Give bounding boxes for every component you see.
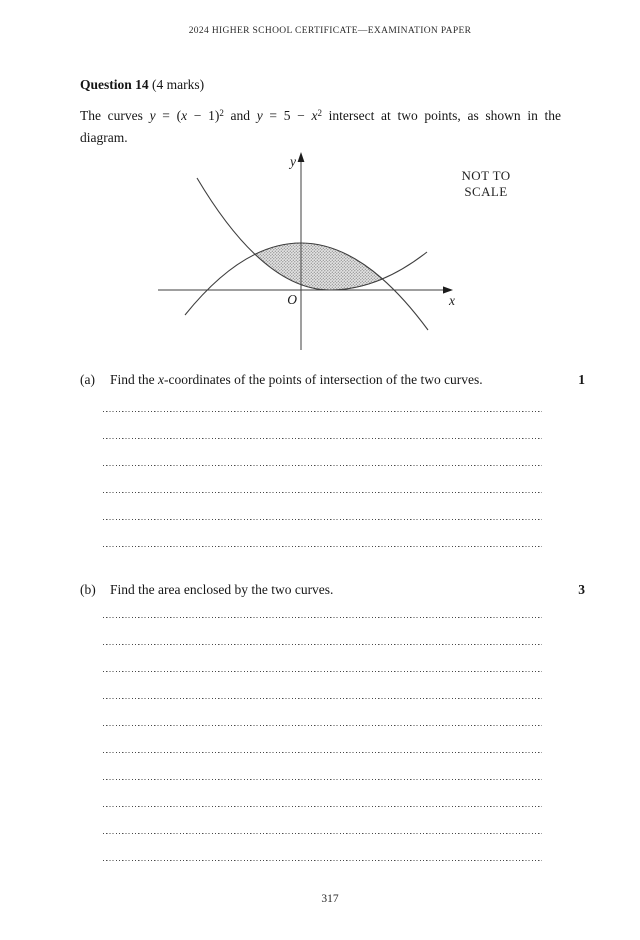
y-axis-label: y bbox=[290, 154, 296, 169]
equation-2: $y = 5 - x^2$ bbox=[256, 107, 322, 123]
answer-rule bbox=[103, 834, 542, 861]
answer-rule bbox=[103, 780, 542, 807]
answer-rule bbox=[103, 493, 542, 520]
answer-rule bbox=[103, 385, 542, 412]
part-a-label: (a) bbox=[80, 372, 95, 387]
page-number: 317 bbox=[321, 893, 339, 905]
part-a-text: Find the x-coordinates of the points of intersection of the two curves. bbox=[110, 372, 483, 387]
answer-rule bbox=[103, 439, 542, 466]
page-header: 2024 HIGHER SCHOOL CERTIFICATE—EXAMINATION PAPER bbox=[188, 26, 472, 36]
shaded-region bbox=[255, 243, 383, 290]
part-a-marks: 1 bbox=[578, 372, 585, 387]
answer-rule bbox=[103, 591, 542, 618]
part-b-label: (b) bbox=[80, 582, 96, 597]
intro-line-1 bbox=[80, 105, 561, 127]
part-a-answer-lines bbox=[103, 385, 542, 547]
question-intro bbox=[80, 105, 561, 149]
part-b-answer-lines bbox=[103, 591, 542, 861]
answer-rule bbox=[103, 807, 542, 834]
part-b-marks: 3 bbox=[578, 582, 585, 597]
equation-1: $y = (x - 1)^2$ bbox=[149, 107, 224, 123]
question-title bbox=[80, 77, 204, 93]
answer-rule bbox=[103, 699, 542, 726]
question-marks-note: (4 marks) bbox=[148, 77, 205, 92]
not-to-scale-line-2: SCALE bbox=[464, 183, 508, 199]
answer-rule bbox=[103, 672, 542, 699]
answer-rule bbox=[103, 618, 542, 645]
intro-line-2: diagram. bbox=[80, 130, 128, 145]
answer-rule bbox=[103, 520, 542, 547]
part-b-text: Find the area enclosed by the two curves. bbox=[110, 582, 334, 597]
not-to-scale-line-1: NOT TO bbox=[461, 168, 511, 183]
y-axis-arrow bbox=[298, 152, 305, 162]
answer-rule bbox=[103, 726, 542, 753]
answer-rule bbox=[103, 753, 542, 780]
answer-rule bbox=[103, 645, 542, 672]
x-axis-label: x bbox=[449, 293, 455, 308]
answer-rule bbox=[103, 412, 542, 439]
origin-label: O bbox=[287, 292, 297, 307]
not-to-scale-note bbox=[456, 168, 516, 199]
intro-text-3: intersect at two points, as shown in the bbox=[328, 108, 562, 123]
intro-text-1: The curves bbox=[80, 108, 143, 123]
question-number: Question 14 bbox=[80, 77, 149, 92]
answer-rule bbox=[103, 466, 542, 493]
intro-text-2: and bbox=[230, 108, 251, 123]
